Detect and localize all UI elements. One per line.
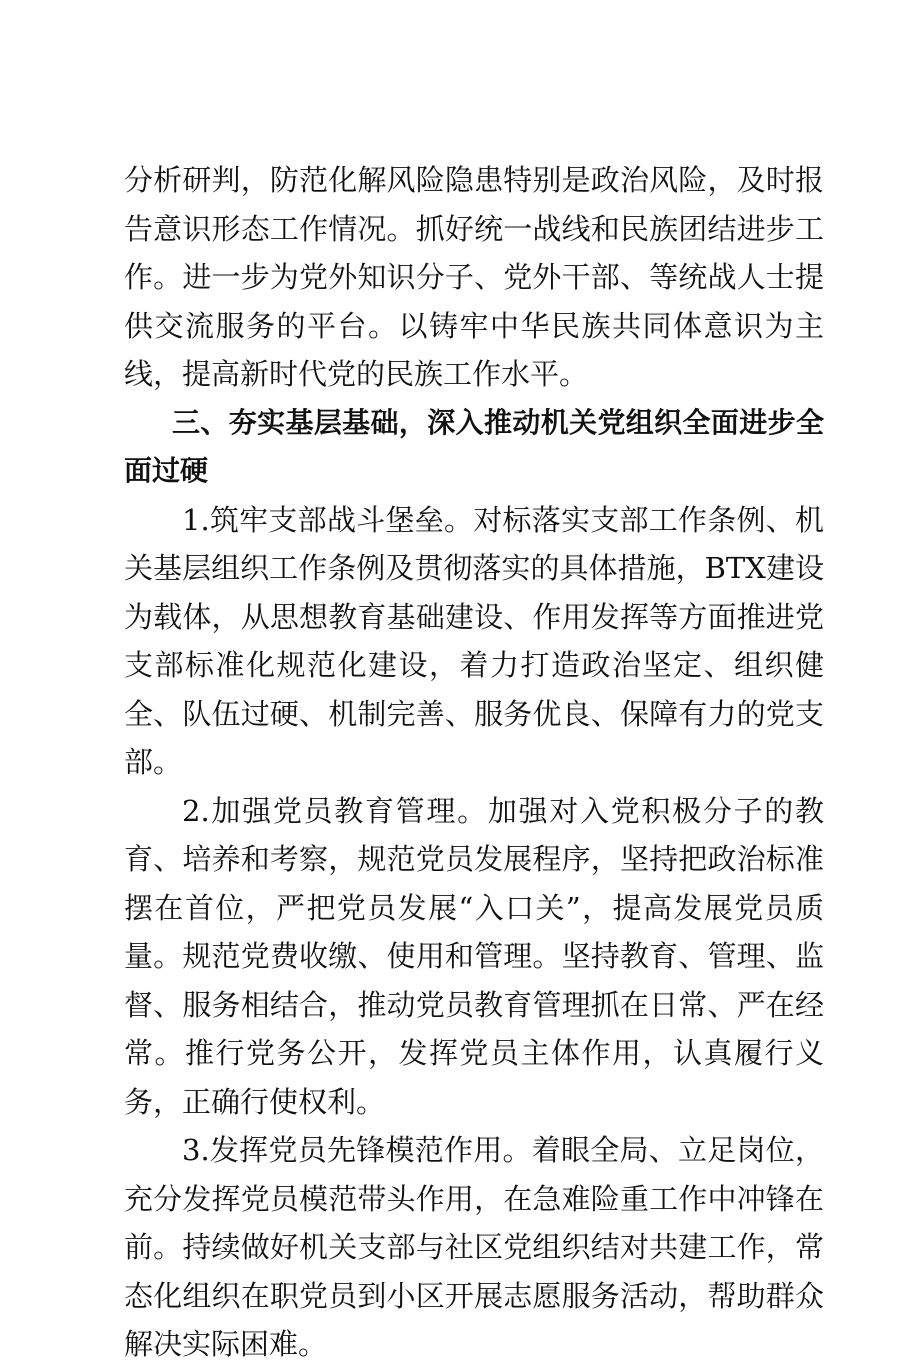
paragraph-item-3: 3.发挥党员先锋模范作用。着眼全局、立足岗位，充分发挥党员模范带头作用，在急难险重工作中冲锋在前。持续做好机关支部与社区党组织结对共建工作，常态化组织在职党员到小区开展志愿服务活动，帮助群众解决实际困难。 <box>124 1133 824 1361</box>
paragraph-item-2: 2.加强党员教育管理。加强对入党积极分子的教育、培养和考察，规范党员发展程序，坚持把政治标准摆在首位，严把党员发展“入口关”，提高发展党员质量。规范党费收缴、使用和管理。坚持教育、管理、监督、服务相结合，推动党员教育管理抓在日常、严在经常。推行党务公开，发挥党员主体作用，认真履行义务，正确行使权利。 <box>124 793 824 1119</box>
paragraph-continuation: 分析研判，防范化解风险隐患特别是政治风险，及时报告意识形态工作情况。抓好统一战线和民族团结进步工作。进一步为党外知识分子、党外干部、等统战人士提供交流服务的平台。以铸牢中华民族共同体意识为主线，提高新时代党的民族工作水平。 <box>124 163 824 391</box>
document-body <box>124 156 824 1369</box>
paragraph-item-1: 1.筑牢支部战斗堡垒。对标落实支部工作条例、机关基层组织工作条例及贯彻落实的具体措施，BTX建设为载体，从思想教育基础建设、作用发挥等方面推进党支部标准化规范化建设，着力打造政治坚定、组织健全、队伍过硬、机制完善、服务优良、保障有力的党支部。 <box>124 502 824 779</box>
section-heading-3: 三、夯实基层基础，深入推动机关党组织全面进步全面过硬 <box>124 405 824 487</box>
